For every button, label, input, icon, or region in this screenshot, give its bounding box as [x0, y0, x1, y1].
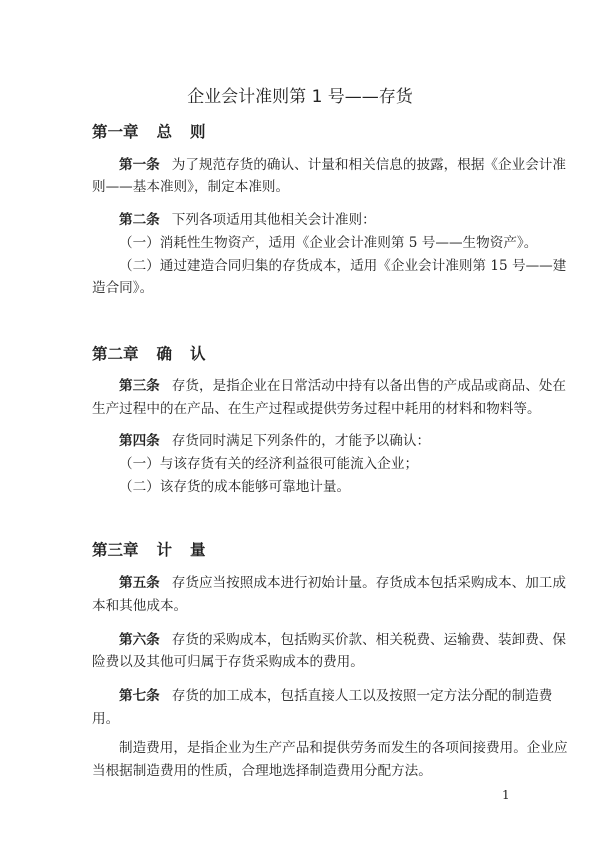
article-7-paragraph: 制造费用，是指企业为生产产品和提供劳务而发生的各项间接费用。企业应: [119, 740, 568, 756]
article-4-item: （二）该存货的成本能够可靠地计量。: [119, 479, 351, 495]
article-label: 第二条: [119, 212, 160, 228]
document-title: 企业会计准则第 1 号——存货: [187, 87, 413, 107]
chapter-title-char: 量: [190, 541, 206, 559]
article-7-paragraph: 当根据制造费用的性质，合理地选择制造费用分配方法。: [92, 763, 432, 779]
chapter-title-char: 认: [190, 345, 206, 363]
article-text: 存货的加工成本，包括直接人工以及按照一定方法分配的制造费: [171, 688, 553, 704]
chapter-2-heading: [92, 342, 224, 364]
chapter-number: 第一章: [92, 123, 139, 141]
article-2-item: 造合同》。: [92, 280, 154, 296]
chapter-number: 第二章: [92, 345, 139, 363]
article-text: 存货，是指企业在日常活动中持有以备出售的产成品或商品、处在: [171, 378, 566, 394]
article-7-line: 用。: [92, 711, 120, 727]
article-label: 第七条: [119, 688, 160, 704]
article-7-line: [119, 686, 553, 706]
chapter-title-char: 确: [156, 345, 173, 363]
page-number: 1: [502, 788, 510, 802]
chapter-1-heading: [92, 120, 224, 142]
article-text: 为了规范存货的确认、计量和相关信息的披露，根据《企业会计准: [171, 157, 566, 173]
article-3-line: [119, 376, 566, 396]
article-5-line: [119, 573, 566, 593]
article-5-line: 本和其他成本。: [92, 598, 188, 614]
article-label: 第三条: [119, 378, 160, 394]
chapter-title-char: 则: [190, 123, 206, 141]
article-4-line: [119, 431, 430, 451]
article-6-line: [119, 630, 566, 650]
article-text: 下列各项适用其他相关会计准则：: [171, 212, 376, 228]
article-4-item: （一）与该存货有关的经济利益很可能流入企业；: [119, 456, 419, 472]
chapter-title-char: 计: [156, 541, 173, 559]
article-2-item: （一）消耗性生物资产，适用《企业会计准则第 5 号——生物资产》。: [119, 235, 538, 251]
chapter-title-char: 总: [156, 123, 173, 141]
article-label: 第五条: [119, 575, 160, 591]
article-1-line: [119, 155, 566, 175]
article-2-line: [119, 210, 376, 230]
article-6-line: 险费以及其他可归属于存货采购成本的费用。: [92, 654, 364, 670]
article-label: 第六条: [119, 632, 160, 648]
article-1-line: 则——基本准则》，制定本准则。: [92, 179, 290, 195]
article-text: 存货同时满足下列条件的，才能予以确认：: [171, 433, 431, 449]
article-label: 第一条: [119, 157, 160, 173]
chapter-number: 第三章: [92, 541, 139, 559]
chapter-3-heading: [92, 538, 224, 560]
article-3-line: 生产过程中的在产品、在生产过程或提供劳务过程中耗用的材料和物料等。: [92, 401, 541, 417]
article-text: 存货的采购成本，包括购买价款、相关税费、运输费、装卸费、保: [171, 632, 566, 648]
article-2-item: （二）通过建造合同归集的存货成本，适用《企业会计准则第 15 号——建: [119, 258, 567, 274]
article-label: 第四条: [119, 433, 160, 449]
article-text: 存货应当按照成本进行初始计量。存货成本包括采购成本、加工成: [171, 575, 566, 591]
